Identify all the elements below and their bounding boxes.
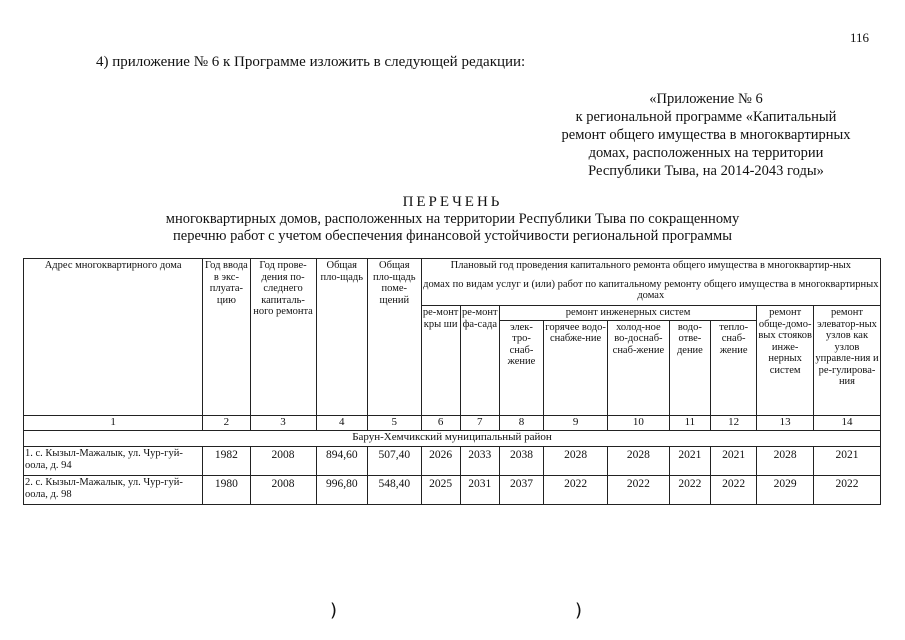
- row-value: 2033: [460, 446, 499, 475]
- row-value: 2038: [499, 446, 543, 475]
- list-subtitle-line: перечню работ с учетом обеспечения финансовой устойчивости региональной программы: [173, 228, 732, 244]
- row-value: 1980: [203, 475, 250, 504]
- header-facade: ре-монт фа-сада: [460, 306, 499, 416]
- row-value: 2031: [460, 475, 499, 504]
- row-value: 2022: [710, 475, 756, 504]
- column-number: 12: [710, 415, 756, 430]
- row-value: 2021: [710, 446, 756, 475]
- column-number: 3: [250, 415, 316, 430]
- housing-table: [23, 258, 881, 505]
- row-value: 2028: [608, 446, 670, 475]
- header-last-repair: Год прове-дения по-следнего капиталь-ного ремонта: [250, 259, 316, 416]
- row-value: 1982: [203, 446, 250, 475]
- column-number: 5: [368, 415, 422, 430]
- row-value: 2029: [757, 475, 814, 504]
- appendix-line: домах, расположенных на территории: [588, 145, 824, 161]
- column-number: 11: [669, 415, 710, 430]
- list-subtitle: [110, 211, 795, 245]
- row-value: 2026: [421, 446, 460, 475]
- list-title: ПЕРЕЧЕНЬ: [402, 194, 503, 210]
- header-address: Адрес многоквартирного дома: [24, 259, 203, 416]
- margin-mark: ): [575, 600, 583, 621]
- column-number: 14: [813, 415, 880, 430]
- row-value: 548,40: [368, 475, 422, 504]
- intro-text: 4) приложение № 6 к Программе изложить в следующей редакции:: [96, 54, 526, 70]
- header-total-area: Общая пло-щадь: [316, 259, 368, 416]
- district-row: Барун-Хемчикский муниципальный район: [24, 430, 881, 446]
- header-roof: ре-монт кры ши: [421, 306, 460, 416]
- row-value: 2022: [669, 475, 710, 504]
- appendix-line: Республики Тыва, на 2014-2043 годы»: [588, 163, 824, 179]
- column-number: 8: [499, 415, 543, 430]
- appendix-line: к региональной программе «Капитальный: [575, 109, 837, 125]
- header-year-built: Год ввода в экс-плуата-цию: [203, 259, 250, 416]
- column-number: 6: [421, 415, 460, 430]
- row-value: 2021: [813, 446, 880, 475]
- column-number: 10: [608, 415, 670, 430]
- column-number: 2: [203, 415, 250, 430]
- row-value: 2025: [421, 475, 460, 504]
- header-common-area: Общая пло-щадь поме-щений: [368, 259, 422, 416]
- row-value: 2008: [250, 446, 316, 475]
- header-risers: ремонт обще-домо-вых стояков инже-нерных систем: [757, 306, 814, 416]
- row-value: 2028: [544, 446, 608, 475]
- column-number: 4: [316, 415, 368, 430]
- column-number: 1: [24, 415, 203, 430]
- margin-mark: ): [330, 600, 338, 621]
- header-engineering: ремонт инженерных систем: [499, 306, 756, 321]
- row-value: 2022: [813, 475, 880, 504]
- header-planned-year: [421, 259, 880, 306]
- row-address: 1. с. Кызыл-Мажалык, ул. Чур-гуй-оола, д. 94: [24, 446, 203, 475]
- header-planned-line: домах по видам услуг и (или) работ по капитальному ремонту общего имущества в многоквартирных домах: [423, 278, 879, 301]
- appendix-line: «Приложение № 6: [649, 91, 763, 107]
- column-number: 9: [544, 415, 608, 430]
- row-value: 2022: [608, 475, 670, 504]
- appendix-heading: [520, 90, 892, 180]
- row-value: 2022: [544, 475, 608, 504]
- header-elevator: ремонт элеватор-ных узлов как узлов управле-ния и ре-гулирова-ния: [813, 306, 880, 416]
- page-number: 116: [850, 30, 870, 45]
- row-value: 894,60: [316, 446, 368, 475]
- header-planned-line: Плановый год проведения капитального ремонта общего имущества в многоквартир-ных: [450, 260, 851, 271]
- row-value: 2008: [250, 475, 316, 504]
- table-row: [24, 475, 881, 504]
- row-value: 2037: [499, 475, 543, 504]
- table-row: [24, 446, 881, 475]
- row-value: 507,40: [368, 446, 422, 475]
- row-value: 996,80: [316, 475, 368, 504]
- header-heating: тепло-снаб-жение: [710, 320, 756, 415]
- header-hot-water: горячее водо-снабже-ние: [544, 320, 608, 415]
- row-value: 2028: [757, 446, 814, 475]
- header-drainage: водо-отве-дение: [669, 320, 710, 415]
- list-subtitle-line: многоквартирных домов, расположенных на территории Республики Тыва по сокращенному: [165, 211, 740, 227]
- appendix-line: ремонт общего имущества в многоквартирных: [561, 127, 851, 143]
- row-address: 2. с. Кызыл-Мажалык, ул. Чур-гуй-оола, д. 98: [24, 475, 203, 504]
- column-number: 7: [460, 415, 499, 430]
- row-value: 2021: [669, 446, 710, 475]
- column-number: 13: [757, 415, 814, 430]
- header-electricity: элек-тро-снаб-жение: [499, 320, 543, 415]
- header-cold-water: холод-ное во-доснаб-снаб-жение: [608, 320, 670, 415]
